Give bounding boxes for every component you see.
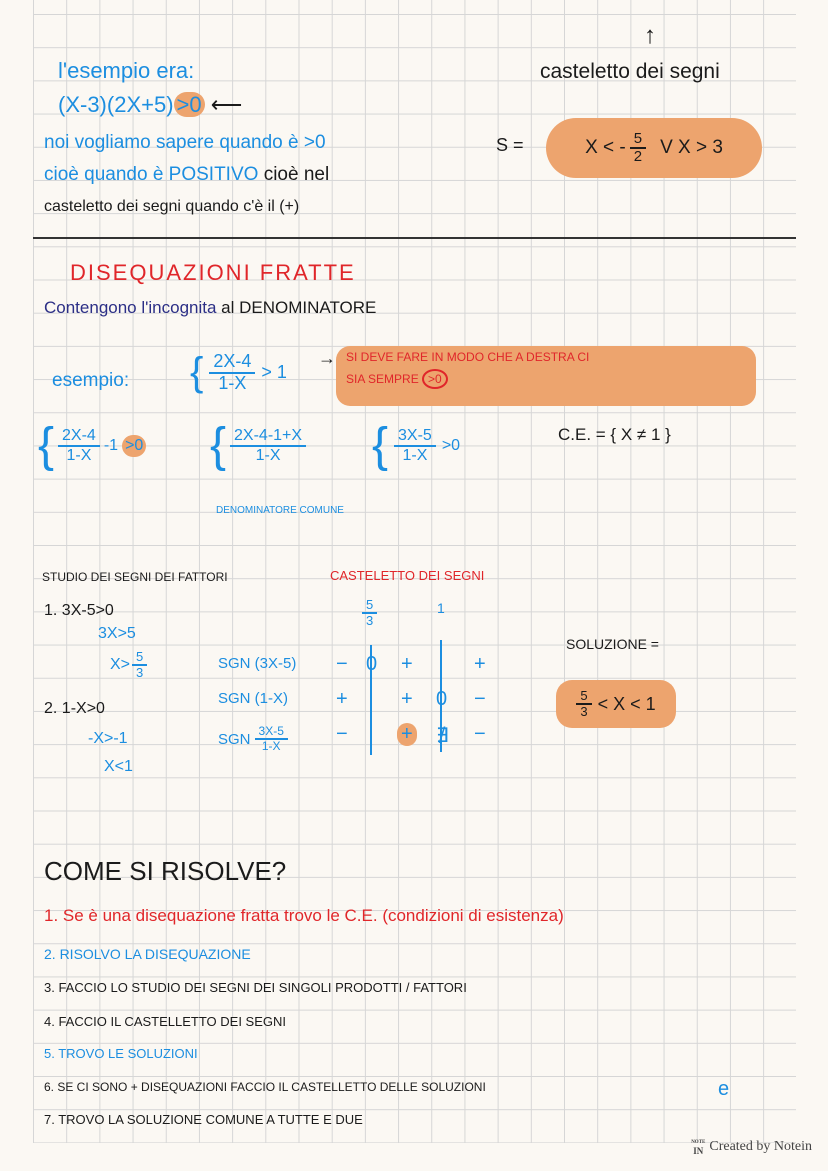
notein-watermark: [691, 1139, 812, 1155]
ex-den: 1-X: [218, 372, 247, 393]
sol-num: 5: [630, 131, 646, 150]
how-step-3: 3. FACCIO LO STUDIO DEI SEGNI DEI SINGOLI PRODOTTI / FATTORI: [44, 980, 467, 995]
solution-label: SOLUZIONE =: [566, 636, 659, 652]
sign-cell: +: [474, 653, 486, 675]
note-circled: >0: [422, 369, 448, 389]
f1c-den: 3: [136, 665, 144, 681]
f1c-num: 5: [132, 650, 147, 666]
notein-logo: NOTE IN: [691, 1140, 706, 1156]
sign-cell: −: [336, 653, 348, 675]
sign-cell: 0: [436, 688, 448, 710]
ex-num: 2X-4: [209, 352, 255, 374]
castelletto-label: CASTELETTO DEI SEGNI: [330, 568, 485, 583]
factor1-step2: 3X>5: [98, 625, 136, 642]
subtitle-a: Contengono l'incognita: [44, 298, 217, 317]
sign-cell: −: [474, 723, 486, 745]
f1c: X>: [110, 656, 131, 674]
step2-num: 2X-4-1+X: [230, 427, 306, 447]
note-highlight: [336, 346, 756, 406]
explanation-line2: [44, 164, 329, 186]
intro-text: l'esempio era:: [58, 58, 195, 83]
how-step-2: 2. RISOLVO LA DISEQUAZIONE: [44, 946, 251, 962]
step1-rel: >0: [122, 435, 146, 457]
step3-rel: >0: [441, 436, 461, 454]
sign-cell: 0: [366, 653, 378, 675]
step3-expression: { $\frac{3X-5}{1-X}$ >0: [372, 419, 461, 472]
denominatore-comune-label: DENOMINATORE COMUNE: [216, 505, 344, 516]
factor2-step3: X<1: [104, 758, 133, 775]
sol-num: 5: [576, 689, 591, 705]
sign-cell: +: [397, 723, 417, 746]
section-divider: [33, 237, 796, 239]
example-inequality: { $\frac{2X-4}{1-X}$ > 1: [190, 350, 287, 394]
sign-cell: +: [336, 688, 348, 710]
solution-value: [556, 680, 676, 728]
pt1-den: 3: [366, 613, 374, 629]
sign-cell: +: [401, 653, 413, 675]
example-expression: [58, 92, 242, 118]
s-label: S =: [496, 135, 524, 155]
explanation-line1: noi vogliamo sapere quando è >0: [44, 132, 326, 153]
how-title: COME SI RISOLVE?: [44, 856, 287, 886]
how-step-7: 7. TROVO LA SOLUZIONE COMUNE A TUTTE E DUE: [44, 1112, 363, 1127]
factor1: 1. 3X-5>0: [44, 602, 114, 619]
section-subtitle: [44, 298, 376, 318]
breakpoint-5-3: [362, 598, 377, 629]
how-step-4: 4. FACCIO IL CASTELLETTO DEI SEGNI: [44, 1014, 287, 1029]
subtitle-b: al DENOMINATORE: [221, 298, 377, 317]
line2b: cioè nel: [263, 164, 330, 185]
note-line1: SI DEVE FARE IN MODO CHE A DESTRA CI: [346, 350, 590, 364]
sign-cell: ∄: [436, 725, 449, 747]
factor2: 2. 1-X>0: [44, 700, 105, 717]
expr: (X-3)(2X+5): [58, 92, 174, 117]
sign-cell: +: [401, 688, 413, 710]
step1-num: 2X-4: [58, 427, 100, 447]
sol-den: 2: [633, 148, 643, 165]
existence-conditions: C.E. = { X ≠ 1 }: [558, 425, 671, 444]
step2-expression: { $\frac{2X-4-1+X}{1-X}$: [210, 418, 306, 473]
step3-den: 1-X: [402, 446, 428, 464]
ex-rel: > 1: [261, 362, 287, 382]
pt1-num: 5: [362, 598, 377, 614]
sol-den: 3: [580, 704, 588, 719]
sign-cell: −: [474, 688, 486, 710]
sign-cell: −: [336, 723, 348, 745]
step1-expression: { $\frac{2X-4}{1-X}$ -1 >0: [38, 418, 146, 473]
footer-text: Created by Notein: [709, 1139, 812, 1154]
sign-row-label: SGN $\frac{3X-5}{1-X}$: [218, 725, 288, 753]
how-step-1: 1. Se è una disequazione fratta trovo le C.E. (condizioni di esistenza): [44, 906, 564, 925]
example-label: esempio:: [52, 370, 130, 391]
breakpoint-1: 1: [437, 600, 445, 616]
arrow-up-icon: ↑: [644, 22, 656, 49]
castelletto-title: casteletto dei segni: [540, 60, 720, 83]
note-line2: SIA SEMPRE: [346, 372, 419, 386]
step1-den: 1-X: [66, 446, 92, 464]
sign-row-label: SGN (3X-5): [218, 655, 297, 672]
sol-rest: < X < 1: [597, 693, 656, 714]
study-title: STUDIO DEI SEGNI DEI FATTORI: [42, 570, 228, 584]
arrow-right-icon: →: [318, 348, 336, 368]
explanation-line3: casteletto dei segni quando c'è il (+): [44, 198, 300, 215]
factor2-step2: -X>-1: [88, 730, 128, 747]
how-step-6: 6. SE CI SONO + DISEQUAZIONI FACCIO IL CASTELLETTO DELLE SOLUZIONI: [44, 1080, 486, 1094]
line2a: cioè quando è POSITIVO: [44, 164, 259, 185]
how-step-5: 5. TROVO LE SOLUZIONI: [44, 1046, 198, 1061]
arrow-left-icon: ⟵: [210, 92, 243, 117]
section-title: DISEQUAZIONI FRATTE: [70, 260, 356, 285]
sign-row-label: SGN (1-X): [218, 690, 289, 707]
solution-set: [546, 118, 762, 178]
how-step-6-extra: e: [718, 1078, 730, 1100]
sol-a: X < -: [585, 137, 626, 158]
step1-rest: -1: [103, 436, 119, 454]
step3-num: 3X-5: [394, 427, 436, 447]
factor1-step3: [110, 650, 147, 681]
step2-den: 1-X: [255, 446, 281, 464]
sol-b: V X > 3: [660, 137, 723, 158]
expr-relation: >0: [174, 92, 205, 117]
